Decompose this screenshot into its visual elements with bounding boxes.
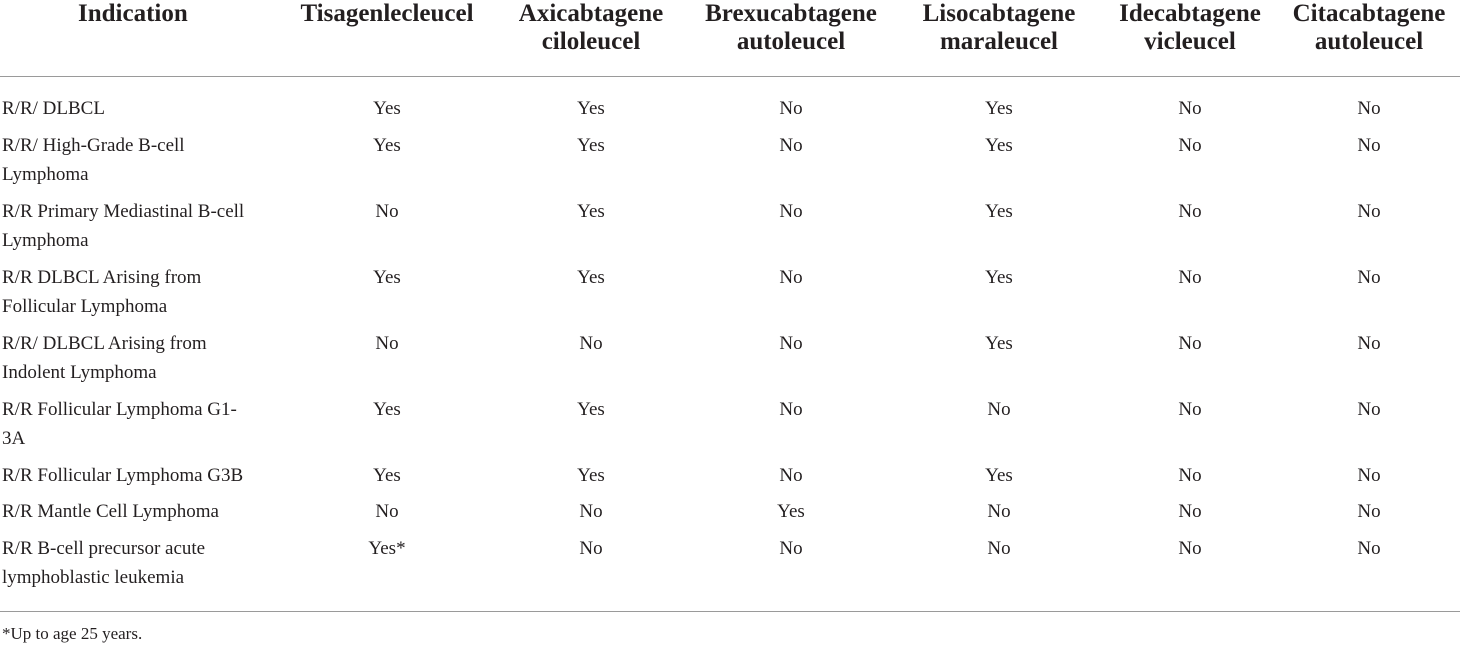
indication-line: R/R/ High-Grade B-cell (2, 134, 185, 156)
column-header-line: maraleucel (939, 28, 1058, 55)
indication-line: Indolent Lymphoma (2, 362, 157, 383)
indication-cell (0, 461, 278, 498)
approval-cell-brexucabtagene-autoleucel: No (779, 398, 803, 420)
column-header-line: Idecabtagene (1119, 0, 1261, 27)
indication-cell (0, 263, 278, 329)
column-header-axicabtagene-ciloleucel (496, 0, 686, 77)
approval-cell-lisocabtagene-maraleucel: No (987, 398, 1011, 420)
table-row (0, 131, 1460, 197)
approval-cell-citacabtagene-autoleucel: No (1357, 134, 1381, 156)
column-header-brexucabtagene-autoleucel (686, 0, 896, 77)
indication-line: R/R/ DLBCL (2, 98, 105, 119)
approval-cell-idecabtagene-vicleucel: No (1178, 501, 1202, 522)
approval-cell-lisocabtagene-maraleucel: No (896, 534, 1102, 612)
column-header-indication (0, 0, 278, 77)
approval-cell-citacabtagene-autoleucel: No (1357, 398, 1381, 420)
approval-cell-tisagenlecleucel: No (375, 200, 399, 222)
approval-cell-tisagenlecleucel: Yes (373, 98, 401, 119)
column-header-line: Lisocabtagene (922, 0, 1076, 27)
approval-cell-brexucabtagene-autoleucel: No (779, 464, 803, 486)
indication-cell (0, 197, 278, 263)
approval-cell-brexucabtagene-autoleucel: No (779, 98, 803, 119)
approval-cell-axicabtagene-ciloleucel: Yes (577, 98, 605, 119)
approval-cell-brexucabtagene-autoleucel: No (686, 534, 896, 612)
column-header-idecabtagene-vicleucel (1102, 0, 1278, 77)
table-body (0, 77, 1460, 612)
approval-cell-lisocabtagene-maraleucel: Yes (985, 134, 1013, 156)
approval-cell-lisocabtagene-maraleucel: Yes (985, 464, 1013, 486)
approval-cell-citacabtagene-autoleucel: No (1357, 98, 1381, 119)
approval-cell-tisagenlecleucel: Yes (373, 134, 401, 156)
column-header-citacabtagene-autoleucel (1278, 0, 1460, 77)
approval-cell-citacabtagene-autoleucel: No (1357, 266, 1381, 288)
table-row (0, 497, 1460, 534)
indication-cell (0, 329, 278, 395)
approval-cell-idecabtagene-vicleucel: No (1178, 266, 1202, 288)
approval-cell-axicabtagene-ciloleucel: No (579, 332, 603, 354)
approval-cell-idecabtagene-vicleucel: No (1178, 134, 1202, 156)
column-header-line: Indication (78, 0, 188, 27)
approval-cell-brexucabtagene-autoleucel: No (779, 332, 803, 354)
table-row (0, 534, 1460, 612)
indication-line: R/R DLBCL Arising from (2, 266, 202, 288)
approval-cell-axicabtagene-ciloleucel: Yes (577, 464, 605, 486)
approval-cell-lisocabtagene-maraleucel: Yes (985, 332, 1013, 354)
indication-line: Lymphoma (2, 164, 89, 185)
approval-cell-citacabtagene-autoleucel: No (1357, 200, 1381, 222)
table-row (0, 77, 1460, 131)
indication-line: R/R/ DLBCL Arising from (2, 332, 207, 354)
approval-cell-axicabtagene-ciloleucel: No (496, 534, 686, 612)
indication-line: Follicular Lymphoma (2, 296, 168, 317)
approval-cell-idecabtagene-vicleucel: No (1178, 98, 1202, 119)
table-row (0, 197, 1460, 263)
table-row (0, 461, 1460, 498)
approval-cell-idecabtagene-vicleucel: No (1178, 398, 1202, 420)
column-header-line: Axicabtagene (518, 0, 664, 27)
indication-line: R/R Follicular Lymphoma G3B (2, 464, 244, 486)
indication-line: R/R Mantle Cell Lymphoma (2, 501, 219, 522)
approval-cell-tisagenlecleucel: Yes (373, 398, 401, 420)
approval-cell-lisocabtagene-maraleucel: No (987, 501, 1011, 522)
approval-cell-tisagenlecleucel: No (375, 332, 399, 354)
approval-cell-axicabtagene-ciloleucel: Yes (577, 266, 605, 288)
approval-cell-citacabtagene-autoleucel: No (1357, 501, 1381, 522)
column-header-line: autoleucel (1314, 28, 1424, 55)
indication-line: R/R B-cell precursor acute (2, 537, 206, 559)
indication-cell (0, 77, 278, 131)
column-header-lisocabtagene-maraleucel (896, 0, 1102, 77)
indication-line: Lymphoma (2, 230, 89, 251)
indication-line: lymphoblastic leukemia (2, 567, 185, 588)
approval-cell-lisocabtagene-maraleucel: Yes (985, 98, 1013, 119)
approval-cell-idecabtagene-vicleucel: No (1178, 464, 1202, 486)
approval-cell-idecabtagene-vicleucel: No (1102, 534, 1278, 612)
table-row (0, 329, 1460, 395)
column-header-line: autoleucel (736, 28, 846, 55)
table-header (0, 0, 1460, 77)
approval-cell-brexucabtagene-autoleucel: No (779, 134, 803, 156)
approval-cell-tisagenlecleucel: Yes (373, 464, 401, 486)
indication-cell (0, 534, 278, 612)
indication-line: R/R Primary Mediastinal B-cell (2, 200, 245, 222)
approval-cell-citacabtagene-autoleucel: No (1357, 332, 1381, 354)
table-footnote: *Up to age 25 years. (2, 624, 143, 643)
approval-cell-brexucabtagene-autoleucel: No (779, 266, 803, 288)
approval-cell-axicabtagene-ciloleucel: Yes (577, 134, 605, 156)
indication-cell (0, 395, 278, 461)
approval-cell-brexucabtagene-autoleucel: Yes (777, 501, 805, 522)
approval-cell-tisagenlecleucel: Yes (373, 266, 401, 288)
column-header-line: Citacabtagene (1292, 0, 1446, 27)
table-row (0, 263, 1460, 329)
approval-cell-axicabtagene-ciloleucel: No (579, 501, 603, 522)
column-header-line: Brexucabtagene (705, 0, 877, 27)
approval-cell-axicabtagene-ciloleucel: Yes (577, 200, 605, 222)
column-header-line: Tisagenlecleucel (300, 0, 474, 27)
column-header-line: ciloleucel (541, 28, 641, 55)
column-header-line: vicleucel (1144, 28, 1236, 55)
approval-cell-tisagenlecleucel: Yes* (278, 534, 496, 612)
indication-line: R/R Follicular Lymphoma G1- (2, 398, 237, 420)
approval-cell-idecabtagene-vicleucel: No (1178, 332, 1202, 354)
approval-cell-brexucabtagene-autoleucel: No (779, 200, 803, 222)
approval-cell-citacabtagene-autoleucel: No (1278, 534, 1460, 612)
column-header-tisagenlecleucel (278, 0, 496, 77)
indication-cell (0, 497, 278, 534)
approval-cell-tisagenlecleucel: No (375, 501, 399, 522)
approval-cell-lisocabtagene-maraleucel: Yes (985, 200, 1013, 222)
approval-cell-citacabtagene-autoleucel: No (1357, 464, 1381, 486)
approval-cell-idecabtagene-vicleucel: No (1178, 200, 1202, 222)
indication-line: 3A (2, 428, 26, 449)
approval-cell-axicabtagene-ciloleucel: Yes (577, 398, 605, 420)
header-row (0, 0, 1460, 77)
table-row (0, 395, 1460, 461)
approval-cell-lisocabtagene-maraleucel: Yes (985, 266, 1013, 288)
indication-cell (0, 131, 278, 197)
